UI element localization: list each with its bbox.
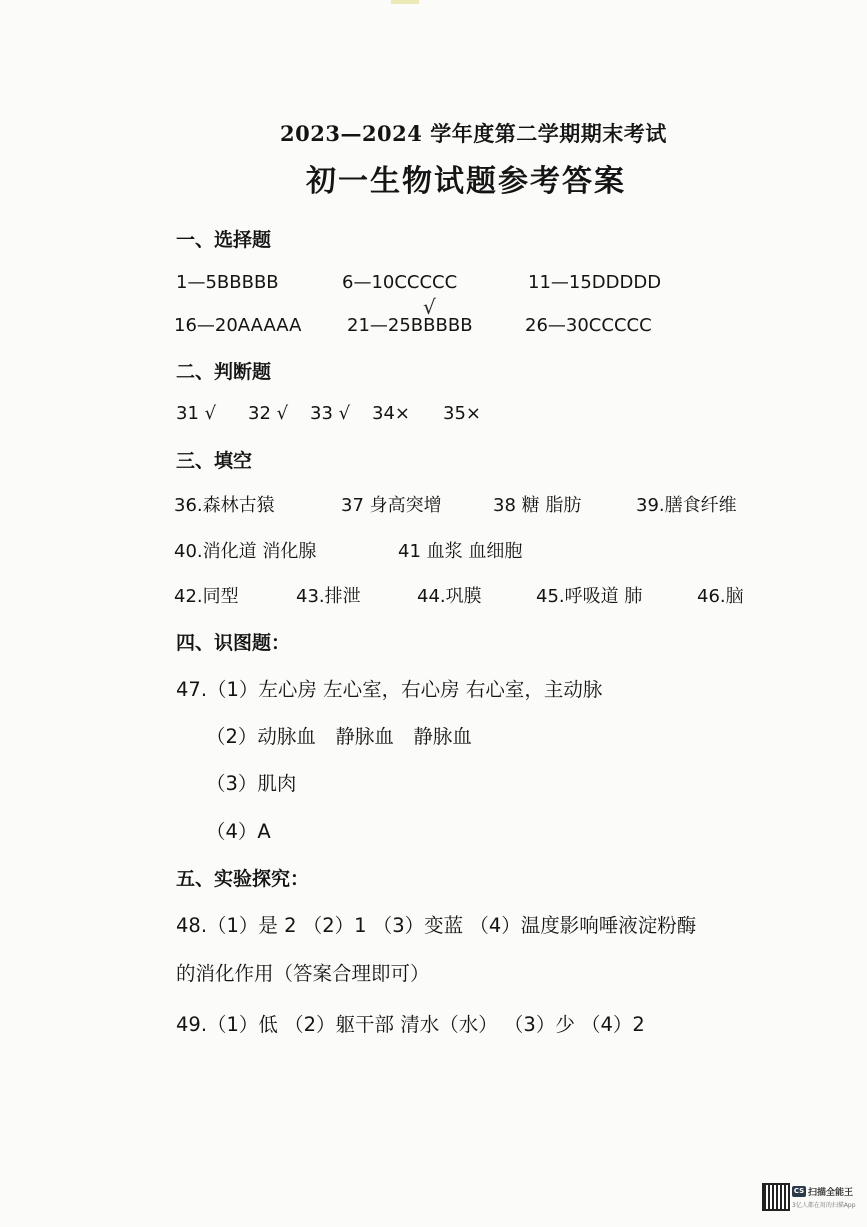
q47-part1: 47.（1）左心房 左心室，右心房 右心室，主动脉 bbox=[176, 678, 603, 701]
q47-part3: （3）肌肉 bbox=[206, 772, 297, 795]
section-heading-diagram: 四、识图题： bbox=[176, 632, 291, 654]
fill-answer: 40.消化道 消化腺 bbox=[174, 541, 317, 562]
choice-answer: 6—10CCCCC bbox=[342, 272, 458, 293]
camscanner-name: 扫描全能王 bbox=[808, 1188, 854, 1198]
judgment-answer: 34× bbox=[372, 403, 410, 424]
q47-part4: （4）A bbox=[206, 820, 271, 843]
judgment-answer: 33 √ bbox=[310, 403, 351, 424]
judgment-answer: 31 √ bbox=[176, 403, 217, 424]
section-heading-experiment: 五、实验探究： bbox=[176, 868, 310, 890]
choice-answer: 1—5BBBBB bbox=[176, 272, 279, 293]
fill-answer: 36.森林古猿 bbox=[174, 495, 275, 516]
choice-answer: 11—15DDDDD bbox=[528, 272, 662, 293]
section-heading-choice: 一、选择题 bbox=[176, 229, 272, 251]
camscanner-logo-icon: CS bbox=[793, 1187, 805, 1195]
section-heading-judgment: 二、判断题 bbox=[176, 361, 272, 383]
handwritten-check-mark: √ bbox=[423, 295, 436, 319]
fill-answer: 38 糖 脂肪 bbox=[493, 495, 582, 516]
fill-answer: 46.脑 bbox=[697, 586, 744, 607]
choice-answer: 21—25BBBBB bbox=[347, 315, 473, 336]
fill-answer: 39.膳食纤维 bbox=[636, 495, 737, 516]
q48-line2: 的消化作用（答案合理即可） bbox=[176, 962, 430, 985]
choice-answer: 26—30CCCCC bbox=[525, 315, 652, 336]
exam-subtitle: 2023—2024 学年度第二学期期末考试 bbox=[280, 121, 667, 146]
choice-answer: 16—20AAAAA bbox=[174, 315, 302, 336]
qr-code-icon bbox=[762, 1183, 790, 1211]
fill-answer: 37 身高突增 bbox=[341, 495, 442, 516]
scan-artifact bbox=[391, 0, 419, 4]
q47-part2: （2）动脉血 静脉血 静脉血 bbox=[206, 725, 472, 748]
fill-answer: 44.巩膜 bbox=[417, 586, 482, 607]
fill-answer: 43.排泄 bbox=[296, 586, 361, 607]
fill-answer: 42.同型 bbox=[174, 586, 239, 607]
camscanner-tagline: 3亿人都在用的扫描App bbox=[792, 1202, 856, 1209]
page-title: 初一生物试题参考答案 bbox=[306, 164, 626, 199]
section-heading-fill-blank: 三、填空 bbox=[176, 450, 253, 472]
q48-line1: 48.（1）是 2 （2）1 （3）变蓝 （4）温度影响唾液淀粉酶 bbox=[176, 914, 697, 937]
judgment-answer: 35× bbox=[443, 403, 481, 424]
fill-answer: 45.呼吸道 肺 bbox=[536, 586, 643, 607]
fill-answer: 41 血浆 血细胞 bbox=[398, 541, 523, 562]
q49-answer: 49.（1）低 （2）躯干部 清水（水） （3）少 （4）2 bbox=[176, 1013, 645, 1036]
judgment-answer: 32 √ bbox=[248, 403, 289, 424]
